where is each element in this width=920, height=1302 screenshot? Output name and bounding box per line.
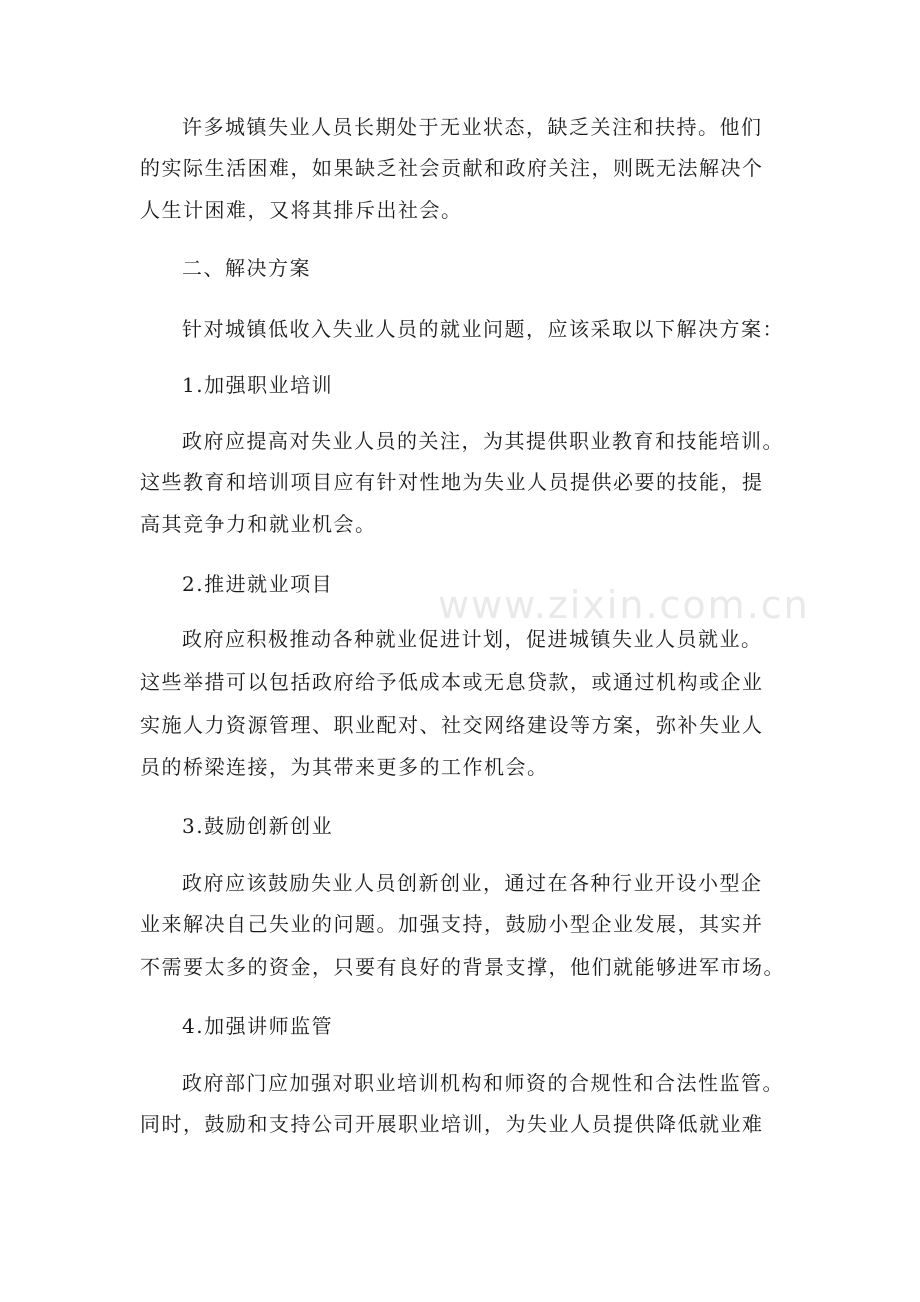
subheading: 3.鼓励创新创业 bbox=[182, 814, 334, 838]
paragraph-line: 政府应积极推动各种就业促进计划，促进城镇失业人员就业。 bbox=[182, 627, 763, 651]
subheading: 4.加强讲师监管 bbox=[182, 1014, 334, 1038]
paragraph-line: 高其竞争力和就业机会。 bbox=[140, 512, 377, 536]
section-heading: 二、解决方案 bbox=[182, 256, 311, 280]
watermark: www.zixin.com.cn bbox=[438, 583, 810, 627]
subheading: 1.加强职业培训 bbox=[182, 373, 334, 397]
paragraph-line: 业来解决自己失业的问题。加强支持，鼓励小型企业发展，其实并 bbox=[140, 912, 764, 936]
paragraph-line: 这些教育和培训项目应有针对性地为失业人员提供必要的技能，提 bbox=[140, 470, 764, 494]
paragraph-line: 政府部门应加强对职业培训机构和师资的合规性和合法性监管。 bbox=[182, 1071, 784, 1095]
paragraph-line: 不需要太多的资金，只要有良好的背景支撑，他们就能够进军市场。 bbox=[140, 955, 785, 979]
paragraph-line: 同时，鼓励和支持公司开展职业培训，为失业人员提供降低就业难 bbox=[140, 1112, 764, 1136]
paragraph-line: 人生计困难，又将其排斥出社会。 bbox=[140, 198, 463, 222]
paragraph-line: 针对城镇低收入失业人员的就业问题，应该采取以下解决方案： bbox=[182, 317, 784, 341]
paragraph-line: 许多城镇失业人员长期处于无业状态，缺乏关注和扶持。他们 bbox=[182, 115, 763, 139]
paragraph-line: 员的桥梁连接，为其带来更多的工作机会。 bbox=[140, 755, 549, 779]
paragraph-line: 政府应该鼓励失业人员创新创业，通过在各种行业开设小型企 bbox=[182, 871, 763, 895]
paragraph-line: 政府应提高对失业人员的关注，为其提供职业教育和技能培训。 bbox=[182, 429, 784, 453]
paragraph-line: 实施人力资源管理、职业配对、社交网络建设等方案，弥补失业人 bbox=[140, 713, 764, 737]
subheading: 2.推进就业项目 bbox=[182, 572, 334, 596]
paragraph-line: 这些举措可以包括政府给予低成本或无息贷款，或通过机构或企业 bbox=[140, 670, 764, 694]
paragraph-line: 的实际生活困难，如果缺乏社会贡献和政府关注，则既无法解决个 bbox=[140, 156, 764, 180]
